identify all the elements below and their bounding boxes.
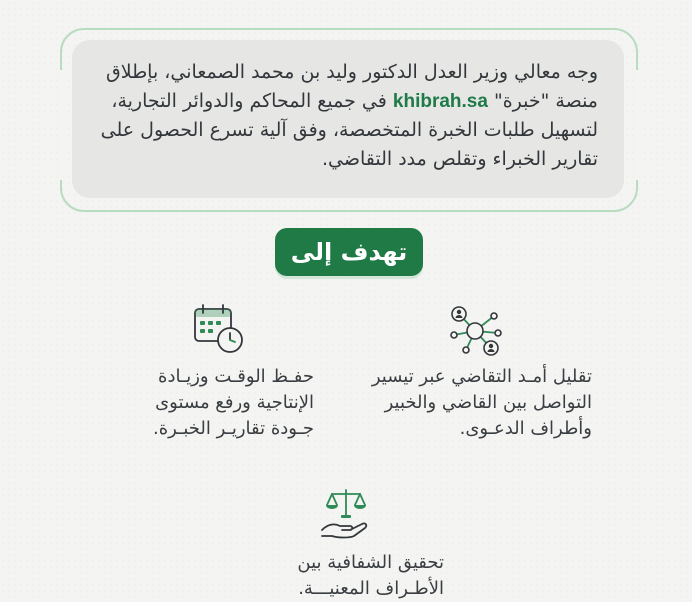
frame-gap-left	[58, 70, 64, 180]
intro-panel	[72, 40, 624, 198]
intro-text-before: وجه معالي وزير العدل الدكتور وليد بن محمد الصمعاني، بإطلاق منصة "خبرة"	[105, 61, 598, 112]
justice-scale-hand-icon	[318, 486, 374, 542]
goal-reduce-litigation: تقليل أمـد التقاضي عبر تيسير التواصل بين القاضي والخبير وأطراف الدعـوى.	[371, 366, 592, 439]
goals-heading-badge	[275, 228, 423, 276]
goal-save-time: حفـظ الوقـت وزيـادة الإنتاجية ورفع مستوى جـودة تقاريـر الخبـرة.	[153, 366, 314, 439]
site-link[interactable]: khibrah.sa	[392, 91, 488, 112]
intro-text	[98, 58, 598, 174]
goals-heading: تهدف إلى	[290, 238, 408, 266]
calendar-clock-icon	[192, 302, 246, 356]
network-people-icon	[446, 302, 504, 360]
goal-transparency: تحقيق الشفافية بين الأطـراف المعنيـــة.	[297, 552, 444, 599]
intro-text-after: في جميع المحاكم والدوائر التجارية، لتسهيل طلبات الخبرة المتخصصة، وفق آلية تسرع الحصول على تقارير الخبراء وتقلص مدد التقاضي.	[100, 90, 598, 170]
frame-gap-right	[634, 70, 640, 180]
